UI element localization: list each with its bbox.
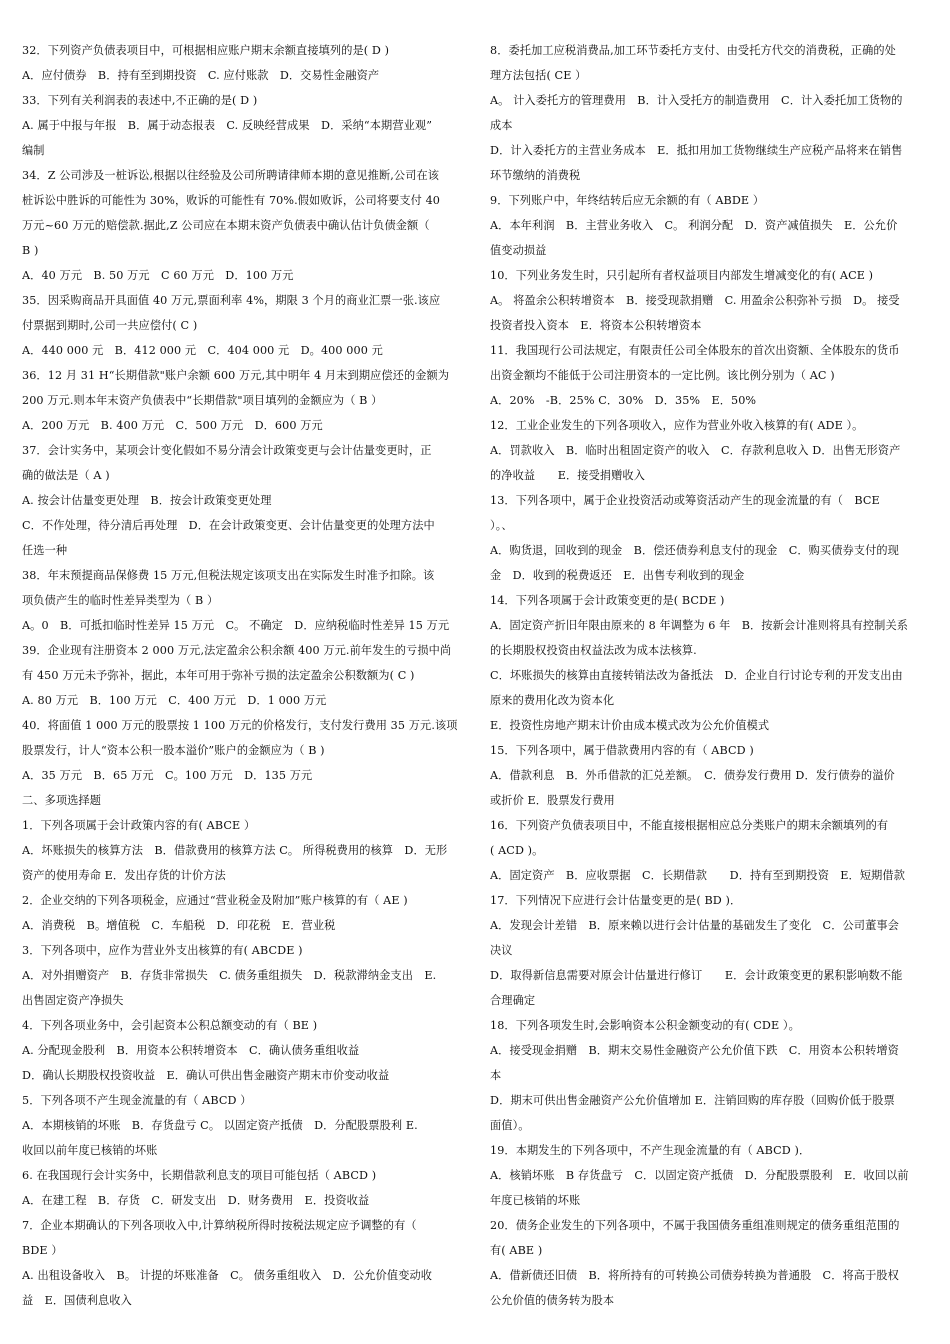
text-line: 有 450 万元未予弥补，据此，本年可用于弥补亏损的法定盈余公积数额为( C ) <box>22 669 415 682</box>
text-line: A。 将盈余公积转增资本 B．接受现款捐赠 C. 用盈余公积弥补亏损 D。 接受 <box>490 294 900 307</box>
text-line: 38．年末预提商品保修费 15 万元,但税法规定该项支出在实际发生时准予扣除。该 <box>22 569 435 582</box>
text-line: D．计入委托方的主营业务成本 E．抵扣用加工货物继续生产应税产品将来在销售 <box>490 144 903 157</box>
text-line: 36．12 月 31 H“长期借款"账户余额 600 万元,其中明年 4 月末到期应偿还的金额为 <box>22 369 450 382</box>
text-line: 出售固定资产净损失 <box>22 994 124 1007</box>
right-column <box>490 38 926 1313</box>
text-line: 35．因采购商品开具面值 40 万元,票面利率 4%，期限 3 个月的商业汇票一张.该应 <box>22 294 441 307</box>
text-line: 面值）。 <box>490 1119 530 1132</box>
text-line: 14．下列各项属于会计政策变更的是( BCDE ) <box>490 594 725 607</box>
text-line: 编制 <box>22 144 45 157</box>
text-line: A. 出租设备收入 B。 计提的坏账准备 C。 债务重组收入 D．公允价值变动收 <box>22 1269 433 1282</box>
text-line: 确的做法是（ A ) <box>22 469 110 482</box>
text-line: 6. 在我国现行会计实务中，长期借款利息支的项目可能包括（ ABCD ) <box>22 1169 377 1182</box>
text-line: A．购货退，回收到的现金 B．偿还债券利息支付的现金 C．购买债券支付的现 <box>490 544 899 557</box>
text-line: 9．下列账户中，年终结转后应无余额的有（ ABDE ） <box>490 194 765 207</box>
text-line: 理方法包括( CE ） <box>490 69 587 82</box>
text-line: 7．企业本期确认的下列各项收入中,计算纳税所得时按税法规定应予调整的有（ <box>22 1219 417 1232</box>
text-line: 13．下列各项中，属于企业投资活动或筹资活动产生的现金流量的有（ BCE <box>490 494 880 507</box>
text-line: A。 计入委托方的管理费用 B．计入受托方的制造费用 C．计入委托加工货物的 <box>490 94 903 107</box>
text-line: 2．企业交纳的下列各项税金，应通过“营业税金及附加”账户核算的有（ AE ) <box>22 894 408 907</box>
text-line: 益 E．国债利息收入 <box>22 1294 132 1307</box>
text-line: 年度已核销的坏账 <box>490 1194 581 1207</box>
text-line: 33．下列有关利润表的表述中,不正确的是( D ) <box>22 94 258 107</box>
text-line: 18．下列各项发生时,会影响资本公积金额变动的有( CDE ）。 <box>490 1019 800 1032</box>
text-line: A．固定资产折旧年限由原来的 8 年调整为 6 年 B．按新会计准则将具有控制关系 <box>490 619 909 632</box>
text-line: 桩诉讼中胜诉的可能性为 30%，败诉的可能性有 70%.假如败诉，公司将要支付 40 <box>22 194 441 207</box>
text-line: 环节缴纳的消费税 <box>490 169 581 182</box>
text-line: 15．下列各项中，属于借款费用内容的有（ ABCD ) <box>490 744 754 757</box>
text-line: D．期末可供出售金融资产公允价值增加 E．注销回购的库存股（回购价低于股票 <box>490 1094 895 1107</box>
text-line: 任选一种 <box>22 544 68 557</box>
text-line: 3．下列各项中，应作为营业外支出核算的有( ABCDE ) <box>22 944 303 957</box>
text-line: 37．会计实务中，某项会计变化假如不易分清会计政策变更与会计估量变更时，正 <box>22 444 432 457</box>
text-line: 16．下列资产负债表项目中，不能直接根据相应总分类账户的期末余额填列的有 <box>490 819 889 832</box>
text-line: A．借新债还旧债 B．将所持有的可转换公司债券转换为普通股 C．将高于股权 <box>490 1269 899 1282</box>
text-line: A．本期核销的坏账 B．存货盘亏 C。 以固定资产抵债 D．分配股票股利 E. <box>22 1119 418 1132</box>
text-line: A．固定资产 B．应收票据 C．长期借款 D．持有至到期投资 E．短期借款 <box>490 869 905 882</box>
text-line: 或折价 E．股票发行费用 <box>490 794 615 807</box>
text-line: 成本 <box>490 119 513 132</box>
text-line: A. 分配现金股利 B．用资本公积转增资本 C．确认债务重组收益 <box>22 1044 360 1057</box>
text-line: 公允价值的债务转为股本 <box>490 1294 615 1307</box>
text-line: 10．下列业务发生时，只引起所有者权益项目内部发生增减变化的有( ACE ) <box>490 269 874 282</box>
text-line: A. 80 万元 B．100 万元 C．400 万元 D．1 000 万元 <box>22 694 327 707</box>
text-line: 4．下列各项业务中，会引起资本公积总额变动的有（ BE ) <box>22 1019 318 1032</box>
text-line: A．40 万元 B. 50 万元 C 60 万元 D．100 万元 <box>22 269 294 282</box>
text-line: 付票据到期时,公司一共应偿付( C ) <box>22 319 198 332</box>
text-line: 32．下列资产负债表项目中，可根据相应账户期末余额直接填列的是( D ) <box>22 44 390 57</box>
text-line: 资产的使用寿命 E．发出存货的计价方法 <box>22 869 226 882</box>
text-line: 本 <box>490 1069 502 1082</box>
text-line: A．440 000 元 B．412 000 元 C．404 000 元 D。400 000 元 <box>22 344 383 357</box>
text-line: 39．企业现有注册资本 2 000 万元,法定盈余公积余额 400 万元.前年发生的亏损中尚 <box>22 644 452 657</box>
text-line: 原来的费用化改为资本化 <box>490 694 615 707</box>
text-line: A．坏账损失的核算方法 B．借款费用的核算方法 C。 所得税费用的核算 D．无形 <box>22 844 448 857</box>
text-line: A．应付债券 B．持有至到期投资 C. 应付账款 D．交易性金融资产 <box>22 69 380 82</box>
text-line: BDE ） <box>22 1244 63 1257</box>
text-line: 收回以前年度已核销的坏账 <box>22 1144 158 1157</box>
text-line: A。0 B．可抵扣临时性差异 15 万元 C。 不确定 D．应纳税临时性差异 15 万元 <box>22 619 450 632</box>
text-line: 投资者投入资本 E．将资本公积转增资本 <box>490 319 702 332</box>
text-line: B ) <box>22 244 39 257</box>
text-line: C．不作处理，待分清后再处理 D．在会计政策变更、会计估量变更的处理方法中 <box>22 519 435 532</box>
text-line: 二、多项选择题 <box>22 794 102 807</box>
text-line: 股票发行，计人“资本公积一股本溢价”账户的金额应为（ B ) <box>22 744 325 757</box>
text-line: A．本年利润 B．主营业务收入 C。 利润分配 D．资产减值损失 E．公允价 <box>490 219 898 232</box>
text-line: A．消费税 B。增值税 C．车船税 D．印花税 E．营业税 <box>22 919 336 932</box>
text-line: 的净收益 E．接受捐赠收入 <box>490 469 646 482</box>
text-line: 8．委托加工应税消费品,加工环节委托方支付、由受托方代交的消费税，正确的处 <box>490 44 896 57</box>
text-line: 12．工业企业发生的下列各项收入，应作为营业外收入核算的有( ADE ）。 <box>490 419 864 432</box>
text-line: C．坏账损失的核算由直接转销法改为备抵法 D．企业自行讨论专利的开发支出由 <box>490 669 903 682</box>
text-line: A．核销坏账 B 存货盘亏 C．以固定资产抵债 D．分配股票股利 E．收回以前 <box>490 1169 909 1182</box>
text-line: A．在建工程 B．存货 C．研发支出 D．财务费用 E．投资收益 <box>22 1194 370 1207</box>
text-line: 项负债产生的临时性差异类型为（ B ） <box>22 594 219 607</box>
text-line: 合理确定 <box>490 994 536 1007</box>
text-line: 出资金额均不能低于公司注册资本的一定比例。该比例分别为（ AC ) <box>490 369 835 382</box>
text-line: 1．下列各项属于会计政策内容的有( ABCE ） <box>22 819 256 832</box>
left-column <box>22 38 458 1313</box>
text-line: 17．下列情况下应进行会计估量变更的是( BD )． <box>490 894 742 907</box>
text-line: A．20% -B．25% C．30% D．35% E．50% <box>490 394 757 407</box>
text-line: D．确认长期股权投资收益 E．确认可供出售金融资产期末市价变动收益 <box>22 1069 390 1082</box>
text-line: 34．Z 公司涉及一桩诉讼,根据以往经验及公司所聘请律师本期的意见推断,公司在该 <box>22 169 440 182</box>
text-line: ( ACD )。 <box>490 844 544 857</box>
text-line: A．35 万元 B．65 万元 C。100 万元 D．135 万元 <box>22 769 313 782</box>
text-line: D．取得新信息需要对原会计估量进行修订 E．会计政策变更的累积影响数不能 <box>490 969 903 982</box>
text-line: A．200 万元 B. 400 万元 C．500 万元 D．600 万元 <box>22 419 323 432</box>
text-line: 20．债务企业发生的下列各项中，不属于我国债务重组准则规定的债务重组范围的 <box>490 1219 900 1232</box>
text-line: 决议 <box>490 944 513 957</box>
text-line: 5．下列各项不产生现金流量的有（ ABCD ） <box>22 1094 252 1107</box>
text-line: A．发现会计差错 B．原来赖以进行会计估量的基础发生了变化 C．公司董事会 <box>490 919 899 932</box>
text-line: 200 万元.则本年末资产负债表中“长期借款"项目填列的金额应为（ B ） <box>22 394 383 407</box>
text-line: 的长期股权投资由权益法改为成本法核算. <box>490 644 697 657</box>
text-line: 金 D．收到的税费返还 E．出售专利收到的现金 <box>490 569 745 582</box>
text-line: 19．本期发生的下列各项中，不产生现金流量的有（ ABCD )． <box>490 1144 811 1157</box>
text-line: 40．将面值 1 000 万元的股票按 1 100 万元的价格发行，支付发行费用 35 万元.该项 <box>22 719 458 732</box>
text-line: 11．我国现行公司法规定，有限责任公司全体股东的首次出资额、全体股东的货币 <box>490 344 900 357</box>
text-line: E．投资性房地产期末计价由成本模式改为公允价值模式 <box>490 719 770 732</box>
text-line: A．对外捐赠资产 B．存货非常损失 C. 债务重组损失 D．税款滞纳金支出 E. <box>22 969 437 982</box>
text-line: 值变动损益 <box>490 244 547 257</box>
text-line: A．罚款收入 B．临时出租固定资产的收入 C．存款利息收入 D．出售无形资产 <box>490 444 901 457</box>
text-line: ）。、 <box>490 519 513 532</box>
text-line: A. 按会计估量变更处理 B．按会计政策变更处理 <box>22 494 272 507</box>
text-line: 有( ABE ) <box>490 1244 543 1257</box>
text-line: 万元~60 万元的赔偿款.据此,Z 公司应在本期末资产负债表中确认估计负债金额（ <box>22 219 430 232</box>
text-line: A. 属于中报与年报 B．属于动态报表 C. 反映经营成果 D．采纳“本期营业观” <box>22 119 433 132</box>
text-line: A．借款利息 B．外币借款的汇兑差额。 C．债券发行费用 D．发行债券的溢价 <box>490 769 895 782</box>
text-line: A．接受现金捐赠 B．期末交易性金融资产公允价值下跌 C．用资本公积转增资 <box>490 1044 899 1057</box>
